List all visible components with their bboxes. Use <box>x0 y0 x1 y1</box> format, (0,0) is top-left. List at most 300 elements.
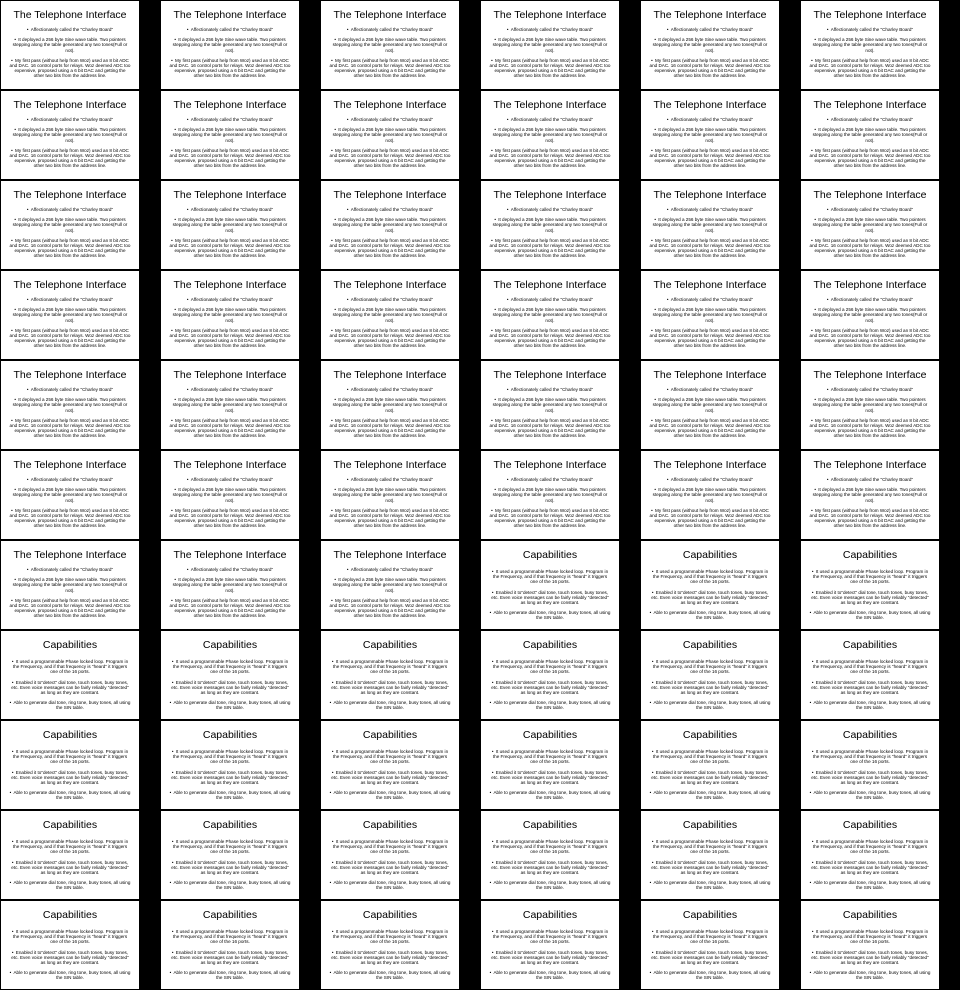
bullet-icon: • <box>811 859 815 865</box>
bullet-text: My first pass (without help from Woz) used an 8 bit ADC and DAC. 16 control ports for relays. Woz deemed ADC too expensive, proposed using a 6 bit DAC and getting the other two bits from the address line. <box>169 237 291 259</box>
slide-thumbnail-telephone[interactable] <box>321 541 459 629</box>
slide-title: The Telephone Interface <box>13 9 127 21</box>
slide-bullet <box>327 929 453 945</box>
slide-thumbnail-telephone[interactable] <box>481 181 619 269</box>
slide-bullet <box>487 659 613 675</box>
slide-title: The Telephone Interface <box>813 369 927 381</box>
slide-title: The Telephone Interface <box>653 189 767 201</box>
bullet-icon: • <box>9 880 13 886</box>
bullet-icon: • <box>654 127 658 133</box>
bullet-icon: • <box>814 487 818 493</box>
slide-bullet <box>647 238 773 259</box>
slide-thumbnail-capabilities[interactable] <box>801 721 939 809</box>
bullet-icon: • <box>186 27 190 32</box>
bullet-icon: • <box>11 57 15 63</box>
bullet-text: Affectionately called the "Charley Board" <box>30 27 114 32</box>
slide-title: Capabilities <box>842 909 898 921</box>
bullet-icon: • <box>814 127 818 133</box>
bullet-icon: • <box>26 27 30 32</box>
slide-thumbnail-capabilities[interactable] <box>481 631 619 719</box>
bullet-icon: • <box>666 477 670 482</box>
bullet-text: It deployed a 256 byte Sine wave table. Two pointers stepping along the table generated any two tones(Full or not). <box>172 577 288 593</box>
slide-bullet <box>7 397 133 413</box>
slide-thumbnail-capabilities[interactable] <box>801 631 939 719</box>
slide-thumbnail-telephone[interactable] <box>801 271 939 359</box>
slide-thumbnail-telephone[interactable] <box>801 1 939 89</box>
slide-thumbnail-telephone[interactable] <box>321 91 459 179</box>
bullet-text: It used a programmable Phase locked loop. Program in the Frequency, and if that frequency is "heard" it triggers one of the 16 ports. <box>172 749 289 765</box>
bullet-text: It used a programmable Phase locked loop. Program in the Frequency, and if that frequency is "heard" it triggers one of the 16 ports. <box>812 749 929 765</box>
bullet-text: Able to generate dial tone, ring tone, busy tones, all using the SIN table. <box>653 790 771 801</box>
slide-bullet <box>167 297 293 302</box>
bullet-icon: • <box>811 147 815 153</box>
slide-bullet <box>807 950 933 966</box>
bullet-icon: • <box>169 790 173 796</box>
slide-thumbnail-telephone[interactable] <box>321 1 459 89</box>
slide-bullet <box>167 659 293 675</box>
slide-bullet <box>327 567 453 572</box>
bullet-text: My first pass (without help from Woz) used an 8 bit ADC and DAC. 16 control ports for relays. Woz deemed ADC too expensive, proposed using a 6 bit DAC and getting the other two bits from the address line. <box>169 417 291 439</box>
slide-bullet <box>327 27 453 32</box>
slide-thumbnail-capabilities[interactable] <box>321 811 459 899</box>
bullet-icon: • <box>651 327 655 333</box>
bullet-icon: • <box>494 37 498 43</box>
bullet-icon: • <box>186 387 190 392</box>
bullet-text: Able to generate dial tone, ring tone, busy tones, all using the SIN table. <box>653 970 771 981</box>
slide-bullet <box>7 598 133 619</box>
slide-thumbnail-capabilities[interactable] <box>1 901 139 989</box>
bullet-text: Enabled it to"detect" dial tone, touch tones, busy tones, etc. Even voice messages can be fairly reliably "detected" as long as they are constant. <box>11 769 129 786</box>
bullet-icon: • <box>826 387 830 392</box>
bullet-text: Affectionately called the "Charley Board" <box>510 297 594 302</box>
bullet-text: It deployed a 256 byte Sine wave table. Two pointers stepping along the table generated any two tones(Full or not). <box>812 217 928 233</box>
slide-bullet <box>327 297 453 302</box>
bullet-text: Able to generate dial tone, ring tone, busy tones, all using the SIN table. <box>493 790 611 801</box>
slide-bullet <box>327 418 453 439</box>
bullet-text: It deployed a 256 byte Sine wave table. Two pointers stepping along the table generated any two tones(Full or not). <box>172 217 288 233</box>
bullet-text: Able to generate dial tone, ring tone, busy tones, all using the SIN table. <box>173 880 291 891</box>
slide-bullet <box>327 598 453 619</box>
bullet-icon: • <box>494 217 498 223</box>
slide-bullet <box>167 207 293 212</box>
bullet-text: Able to generate dial tone, ring tone, busy tones, all using the SIN table. <box>333 970 451 981</box>
slide-bullet <box>487 148 613 169</box>
slide-title: The Telephone Interface <box>13 279 127 291</box>
slide-title: The Telephone Interface <box>653 459 767 471</box>
bullet-icon: • <box>491 569 495 574</box>
slide-bullet <box>647 117 773 122</box>
slide-thumbnail-capabilities[interactable] <box>801 901 939 989</box>
bullet-icon: • <box>649 790 653 796</box>
bullet-icon: • <box>26 477 30 482</box>
slide-thumbnail-capabilities[interactable] <box>161 631 299 719</box>
bullet-icon: • <box>811 569 815 574</box>
slide-title: Capabilities <box>522 909 578 921</box>
bullet-icon: • <box>171 417 175 423</box>
slide-title: The Telephone Interface <box>813 459 927 471</box>
slide-bullet <box>327 749 453 765</box>
slide-bullet <box>487 970 613 980</box>
bullet-text: It used a programmable Phase locked loop. Program in the Frequency, and if that frequency is "heard" it triggers one of the 16 ports. <box>812 839 929 855</box>
slide-bullet <box>327 207 453 212</box>
bullet-icon: • <box>11 417 15 423</box>
bullet-text: It used a programmable Phase locked loop. Program in the Frequency, and if that frequency is "heard" it triggers one of the 16 ports. <box>172 929 289 945</box>
slide-bullet <box>167 567 293 572</box>
bullet-icon: • <box>346 387 350 392</box>
bullet-text: It deployed a 256 byte Sine wave table. Two pointers stepping along the table generated any two tones(Full or not). <box>492 307 608 323</box>
bullet-text: My first pass (without help from Woz) used an 8 bit ADC and DAC. 16 control ports for relays. Woz deemed ADC too expensive, proposed using a 6 bit DAC and getting the other two bits from the address line. <box>9 147 131 169</box>
slide-bullet <box>327 117 453 122</box>
bullet-icon: • <box>331 417 335 423</box>
bullet-icon: • <box>809 610 813 616</box>
bullet-icon: • <box>506 27 510 32</box>
bullet-text: Able to generate dial tone, ring tone, busy tones, all using the SIN table. <box>13 700 131 711</box>
bullet-icon: • <box>811 57 815 63</box>
bullet-icon: • <box>334 487 338 493</box>
bullet-text: Enabled it to"detect" dial tone, touch tones, busy tones, etc. Even voice messages can be fairly reliably "detected" as long as they are constant. <box>651 949 769 966</box>
bullet-icon: • <box>491 949 495 955</box>
bullet-icon: • <box>489 700 493 706</box>
bullet-icon: • <box>171 327 175 333</box>
bullet-icon: • <box>811 839 815 844</box>
slide-bullet <box>167 387 293 392</box>
slide-bullet <box>327 700 453 710</box>
slide-bullet <box>487 590 613 606</box>
slide-bullet <box>487 569 613 585</box>
slide-thumbnail-telephone[interactable] <box>161 361 299 449</box>
bullet-text: It used a programmable Phase locked loop. Program in the Frequency, and if that frequency is "heard" it triggers one of the 16 ports. <box>652 749 769 765</box>
slide-bullet <box>167 397 293 413</box>
slide-title: The Telephone Interface <box>333 369 447 381</box>
bullet-text: My first pass (without help from Woz) used an 8 bit ADC and DAC. 16 control ports for relays. Woz deemed ADC too expensive, proposed using a 6 bit DAC and getting the other two bits from the address line. <box>329 417 451 439</box>
slide-thumbnail-telephone[interactable] <box>641 1 779 89</box>
bullet-text: Able to generate dial tone, ring tone, busy tones, all using the SIN table. <box>173 700 291 711</box>
bullet-text: It deployed a 256 byte Sine wave table. Two pointers stepping along the table generated any two tones(Full or not). <box>652 127 768 143</box>
slide-bullet <box>647 860 773 876</box>
slide-thumbnail-telephone[interactable] <box>481 91 619 179</box>
bullet-text: It deployed a 256 byte Sine wave table. Two pointers stepping along the table generated any two tones(Full or not). <box>812 487 928 503</box>
slide-bullet <box>487 307 613 323</box>
slide-bullet <box>487 700 613 710</box>
slide-title: Capabilities <box>202 729 258 741</box>
slide-thumbnail-telephone[interactable] <box>161 541 299 629</box>
slide-bullet <box>807 770 933 786</box>
bullet-icon: • <box>649 880 653 886</box>
slide-bullet <box>327 860 453 876</box>
bullet-text: It deployed a 256 byte Sine wave table. Two pointers stepping along the table generated any two tones(Full or not). <box>812 307 928 323</box>
bullet-icon: • <box>491 147 495 153</box>
slide-bullet <box>807 970 933 980</box>
bullet-icon: • <box>651 749 655 754</box>
bullet-icon: • <box>826 117 830 122</box>
bullet-text: Able to generate dial tone, ring tone, busy tones, all using the SIN table. <box>813 700 931 711</box>
bullet-text: It used a programmable Phase locked loop. Program in the Frequency, and if that frequency is "heard" it triggers one of the 16 ports. <box>812 569 929 585</box>
slide-bullet <box>7 387 133 392</box>
slide-thumbnail-telephone[interactable] <box>481 1 619 89</box>
slide-thumbnail-telephone[interactable] <box>321 271 459 359</box>
bullet-text: Enabled it to"detect" dial tone, touch tones, busy tones, etc. Even voice messages can be fairly reliably "detected" as long as they are constant. <box>651 859 769 876</box>
slide-thumbnail-telephone[interactable] <box>161 181 299 269</box>
slide-thumbnail-capabilities[interactable] <box>481 721 619 809</box>
bullet-icon: • <box>506 117 510 122</box>
slide-thumbnail-telephone[interactable] <box>161 271 299 359</box>
slide-bullet <box>647 839 773 855</box>
slide-thumbnail-capabilities[interactable] <box>1 721 139 809</box>
slide-thumbnail-telephone[interactable] <box>641 271 779 359</box>
slide-thumbnail-telephone[interactable] <box>1 541 139 629</box>
slide-thumbnail-telephone[interactable] <box>161 451 299 539</box>
slide-thumbnail-telephone[interactable] <box>1 361 139 449</box>
slide-thumbnail-telephone[interactable] <box>481 271 619 359</box>
slide-thumbnail-telephone[interactable] <box>801 181 939 269</box>
slide-title: Capabilities <box>522 549 578 561</box>
slide-thumbnail-capabilities[interactable] <box>641 541 779 629</box>
slide-thumbnail-telephone[interactable] <box>321 361 459 449</box>
bullet-text: It used a programmable Phase locked loop. Program in the Frequency, and if that frequency is "heard" it triggers one of the 16 ports. <box>812 929 929 945</box>
slide-thumbnail-telephone[interactable] <box>1 181 139 269</box>
slide-thumbnail-telephone[interactable] <box>801 361 939 449</box>
bullet-text: Able to generate dial tone, ring tone, busy tones, all using the SIN table. <box>813 880 931 891</box>
slide-bullet <box>7 950 133 966</box>
bullet-text: Able to generate dial tone, ring tone, busy tones, all using the SIN table. <box>13 970 131 981</box>
bullet-text: It deployed a 256 byte Sine wave table. Two pointers stepping along the table generated any two tones(Full or not). <box>172 487 288 503</box>
bullet-text: Able to generate dial tone, ring tone, busy tones, all using the SIN table. <box>493 610 611 621</box>
slide-title: The Telephone Interface <box>173 459 287 471</box>
bullet-text: Affectionately called the "Charley Board" <box>510 477 594 482</box>
slide-bullet <box>647 477 773 482</box>
bullet-icon: • <box>811 749 815 754</box>
slide-thumbnail-capabilities[interactable] <box>641 721 779 809</box>
bullet-icon: • <box>11 597 15 603</box>
slide-thumbnail-capabilities[interactable] <box>161 901 299 989</box>
bullet-text: Enabled it to"detect" dial tone, touch tones, busy tones, etc. Even voice messages can be fairly reliably "detected" as long as they are constant. <box>331 949 449 966</box>
bullet-text: It used a programmable Phase locked loop. Program in the Frequency, and if that frequency is "heard" it triggers one of the 16 ports. <box>12 929 129 945</box>
bullet-text: It used a programmable Phase locked loop. Program in the Frequency, and if that frequency is "heard" it triggers one of the 16 ports. <box>332 929 449 945</box>
slide-bullet <box>487 839 613 855</box>
slide-bullet <box>647 328 773 349</box>
slide-bullet <box>7 148 133 169</box>
slide-bullet <box>647 418 773 439</box>
bullet-text: It deployed a 256 byte Sine wave table. Two pointers stepping along the table generated any two tones(Full or not). <box>12 487 128 503</box>
slide-thumbnail-capabilities[interactable] <box>321 721 459 809</box>
slide-thumbnail-capabilities[interactable] <box>1 811 139 899</box>
bullet-text: Enabled it to"detect" dial tone, touch tones, busy tones, etc. Even voice messages can be fairly reliably "detected" as long as they are constant. <box>491 769 609 786</box>
bullet-text: It used a programmable Phase locked loop. Program in the Frequency, and if that frequency is "heard" it triggers one of the 16 ports. <box>652 839 769 855</box>
slide-title: The Telephone Interface <box>173 549 287 561</box>
slide-thumbnail-capabilities[interactable] <box>641 811 779 899</box>
bullet-text: Enabled it to"detect" dial tone, touch tones, busy tones, etc. Even voice messages can be fairly reliably "detected" as long as they are constant. <box>811 949 929 966</box>
bullet-icon: • <box>666 117 670 122</box>
slide-bullet <box>7 508 133 529</box>
slide-thumbnail-capabilities[interactable] <box>481 811 619 899</box>
slide-bullet <box>487 790 613 800</box>
slide-bullet <box>807 749 933 765</box>
slide-title: The Telephone Interface <box>173 99 287 111</box>
bullet-text: Enabled it to"detect" dial tone, touch tones, busy tones, etc. Even voice messages can be fairly reliably "detected" as long as they are constant. <box>171 859 289 876</box>
slide-bullet <box>167 117 293 122</box>
slide-bullet <box>647 127 773 143</box>
bullet-icon: • <box>174 307 178 313</box>
bullet-icon: • <box>169 700 173 706</box>
bullet-icon: • <box>491 417 495 423</box>
bullet-icon: • <box>169 970 173 976</box>
slide-thumbnail-telephone[interactable] <box>801 451 939 539</box>
bullet-text: It used a programmable Phase locked loop. Program in the Frequency, and if that frequency is "heard" it triggers one of the 16 ports. <box>332 749 449 765</box>
slide-bullet <box>167 477 293 482</box>
slide-thumbnail-capabilities[interactable] <box>641 631 779 719</box>
slide-bullet <box>167 307 293 323</box>
slide-bullet <box>487 418 613 439</box>
bullet-icon: • <box>14 217 18 223</box>
bullet-icon: • <box>346 477 350 482</box>
slide-bullet <box>7 127 133 143</box>
bullet-text: My first pass (without help from Woz) used an 8 bit ADC and DAC. 16 control ports for relays. Woz deemed ADC too expensive, proposed using a 6 bit DAC and getting the other two bits from the address line. <box>489 147 611 169</box>
bullet-icon: • <box>26 297 30 302</box>
bullet-text: Enabled it to"detect" dial tone, touch tones, busy tones, etc. Even voice messages can be fairly reliably "detected" as long as they are constant. <box>811 589 929 606</box>
bullet-text: My first pass (without help from Woz) used an 8 bit ADC and DAC. 16 control ports for relays. Woz deemed ADC too expensive, proposed using a 6 bit DAC and getting the other two bits from the address line. <box>809 57 931 79</box>
bullet-icon: • <box>171 949 175 955</box>
bullet-text: Able to generate dial tone, ring tone, busy tones, all using the SIN table. <box>13 790 131 801</box>
bullet-icon: • <box>331 929 335 934</box>
slide-thumbnail-telephone[interactable] <box>161 91 299 179</box>
bullet-icon: • <box>491 327 495 333</box>
bullet-icon: • <box>491 507 495 513</box>
bullet-text: Enabled it to"detect" dial tone, touch tones, busy tones, etc. Even voice messages can be fairly reliably "detected" as long as they are constant. <box>331 859 449 876</box>
slide-bullet <box>807 700 933 710</box>
bullet-text: My first pass (without help from Woz) used an 8 bit ADC and DAC. 16 control ports for relays. Woz deemed ADC too expensive, proposed using a 6 bit DAC and getting the other two bits from the address line. <box>329 507 451 529</box>
slide-thumbnail-telephone[interactable] <box>481 361 619 449</box>
bullet-text: Able to generate dial tone, ring tone, busy tones, all using the SIN table. <box>653 700 771 711</box>
bullet-text: My first pass (without help from Woz) used an 8 bit ADC and DAC. 16 control ports for relays. Woz deemed ADC too expensive, proposed using a 6 bit DAC and getting the other two bits from the address line. <box>489 417 611 439</box>
bullet-text: My first pass (without help from Woz) used an 8 bit ADC and DAC. 16 control ports for relays. Woz deemed ADC too expensive, proposed using a 6 bit DAC and getting the other two bits from the address line. <box>649 147 771 169</box>
bullet-icon: • <box>11 839 15 844</box>
bullet-icon: • <box>651 417 655 423</box>
bullet-icon: • <box>809 790 813 796</box>
bullet-icon: • <box>331 749 335 754</box>
bullet-text: Affectionately called the "Charley Board" <box>510 117 594 122</box>
slide-thumbnail-capabilities[interactable] <box>321 901 459 989</box>
slide-thumbnail-capabilities[interactable] <box>801 541 939 629</box>
slide-thumbnail-capabilities[interactable] <box>161 721 299 809</box>
slide-thumbnail-capabilities[interactable] <box>1 631 139 719</box>
slide-title: The Telephone Interface <box>173 189 287 201</box>
bullet-text: Affectionately called the "Charley Board" <box>830 207 914 212</box>
slide-bullet <box>7 577 133 593</box>
slide-thumbnail-telephone[interactable] <box>641 91 779 179</box>
bullet-icon: • <box>9 700 13 706</box>
bullet-icon: • <box>651 57 655 63</box>
bullet-icon: • <box>329 790 333 796</box>
slide-thumbnail-telephone[interactable] <box>1 271 139 359</box>
slide-bullet <box>7 328 133 349</box>
bullet-icon: • <box>171 679 175 685</box>
bullet-text: It deployed a 256 byte Sine wave table. Two pointers stepping along the table generated any two tones(Full or not). <box>332 127 448 143</box>
bullet-icon: • <box>826 27 830 32</box>
slide-bullet <box>807 487 933 503</box>
bullet-text: It deployed a 256 byte Sine wave table. Two pointers stepping along the table generated any two tones(Full or not). <box>332 577 448 593</box>
slide-bullet <box>167 749 293 765</box>
bullet-text: It deployed a 256 byte Sine wave table. Two pointers stepping along the table generated any two tones(Full or not). <box>12 37 128 53</box>
bullet-text: It deployed a 256 byte Sine wave table. Two pointers stepping along the table generated any two tones(Full or not). <box>652 487 768 503</box>
slide-bullet <box>167 487 293 503</box>
bullet-icon: • <box>814 307 818 313</box>
slide-thumbnail-capabilities[interactable] <box>801 811 939 899</box>
slide-thumbnail-capabilities[interactable] <box>161 811 299 899</box>
slide-thumbnail-telephone[interactable] <box>641 361 779 449</box>
slide-thumbnail-capabilities[interactable] <box>481 541 619 629</box>
slide-bullet <box>167 860 293 876</box>
slide-title: The Telephone Interface <box>493 9 607 21</box>
bullet-icon: • <box>651 679 655 685</box>
slide-bullet <box>167 328 293 349</box>
slide-thumbnail-telephone[interactable] <box>321 181 459 269</box>
slide-bullet <box>647 58 773 79</box>
slide-bullet <box>487 217 613 233</box>
bullet-text: My first pass (without help from Woz) used an 8 bit ADC and DAC. 16 control ports for relays. Woz deemed ADC too expensive, proposed using a 6 bit DAC and getting the other two bits from the address line. <box>489 237 611 259</box>
slide-thumbnail-telephone[interactable] <box>641 181 779 269</box>
slide-thumbnail-telephone[interactable] <box>801 91 939 179</box>
slide-thumbnail-telephone[interactable] <box>481 451 619 539</box>
bullet-text: Affectionately called the "Charley Board" <box>670 207 754 212</box>
slide-thumbnail-telephone[interactable] <box>1 91 139 179</box>
slide-thumbnail-capabilities[interactable] <box>641 901 779 989</box>
slide-bullet <box>167 950 293 966</box>
slide-title: Capabilities <box>202 639 258 651</box>
bullet-text: Enabled it to"detect" dial tone, touch tones, busy tones, etc. Even voice messages can be fairly reliably "detected" as long as they are constant. <box>491 859 609 876</box>
bullet-icon: • <box>491 659 495 664</box>
slide-bullet <box>7 307 133 323</box>
bullet-text: It used a programmable Phase locked loop. Program in the Frequency, and if that frequency is "heard" it triggers one of the 16 ports. <box>332 659 449 675</box>
slide-bullet <box>167 598 293 619</box>
slide-thumbnail-telephone[interactable] <box>321 451 459 539</box>
slide-thumbnail-telephone[interactable] <box>1 451 139 539</box>
bullet-text: My first pass (without help from Woz) used an 8 bit ADC and DAC. 16 control ports for relays. Woz deemed ADC too expensive, proposed using a 6 bit DAC and getting the other two bits from the address line. <box>9 507 131 529</box>
slide-title: Capabilities <box>42 819 98 831</box>
bullet-text: It used a programmable Phase locked loop. Program in the Frequency, and if that frequency is "heard" it triggers one of the 16 ports. <box>12 839 129 855</box>
bullet-icon: • <box>489 790 493 796</box>
bullet-text: Enabled it to"detect" dial tone, touch tones, busy tones, etc. Even voice messages can be fairly reliably "detected" as long as they are constant. <box>331 679 449 696</box>
bullet-text: Enabled it to"detect" dial tone, touch tones, busy tones, etc. Even voice messages can be fairly reliably "detected" as long as they are constant. <box>811 769 929 786</box>
slide-title: The Telephone Interface <box>813 9 927 21</box>
slide-thumbnail-telephone[interactable] <box>641 451 779 539</box>
bullet-text: It deployed a 256 byte Sine wave table. Two pointers stepping along the table generated any two tones(Full or not). <box>12 217 128 233</box>
slide-thumbnail-capabilities[interactable] <box>321 631 459 719</box>
slide-bullet <box>7 238 133 259</box>
bullet-text: Affectionately called the "Charley Board" <box>350 477 434 482</box>
bullet-icon: • <box>491 749 495 754</box>
slide-bullet <box>647 217 773 233</box>
slide-thumbnail-telephone[interactable] <box>1 1 139 89</box>
slide-bullet <box>167 929 293 945</box>
bullet-text: It used a programmable Phase locked loop. Program in the Frequency, and if that frequency is "heard" it triggers one of the 16 ports. <box>652 569 769 585</box>
bullet-icon: • <box>651 769 655 775</box>
bullet-icon: • <box>26 567 30 572</box>
slide-title: The Telephone Interface <box>333 189 447 201</box>
bullet-icon: • <box>651 859 655 865</box>
slide-bullet <box>7 749 133 765</box>
bullet-icon: • <box>651 507 655 513</box>
bullet-text: Affectionately called the "Charley Board" <box>190 387 274 392</box>
bullet-icon: • <box>11 679 15 685</box>
bullet-icon: • <box>654 37 658 43</box>
slide-thumbnail-telephone[interactable] <box>161 1 299 89</box>
slide-bullet <box>487 58 613 79</box>
slide-title: The Telephone Interface <box>493 369 607 381</box>
slide-thumbnail-capabilities[interactable] <box>481 901 619 989</box>
bullet-icon: • <box>811 507 815 513</box>
bullet-icon: • <box>811 237 815 243</box>
slide-bullet <box>327 58 453 79</box>
